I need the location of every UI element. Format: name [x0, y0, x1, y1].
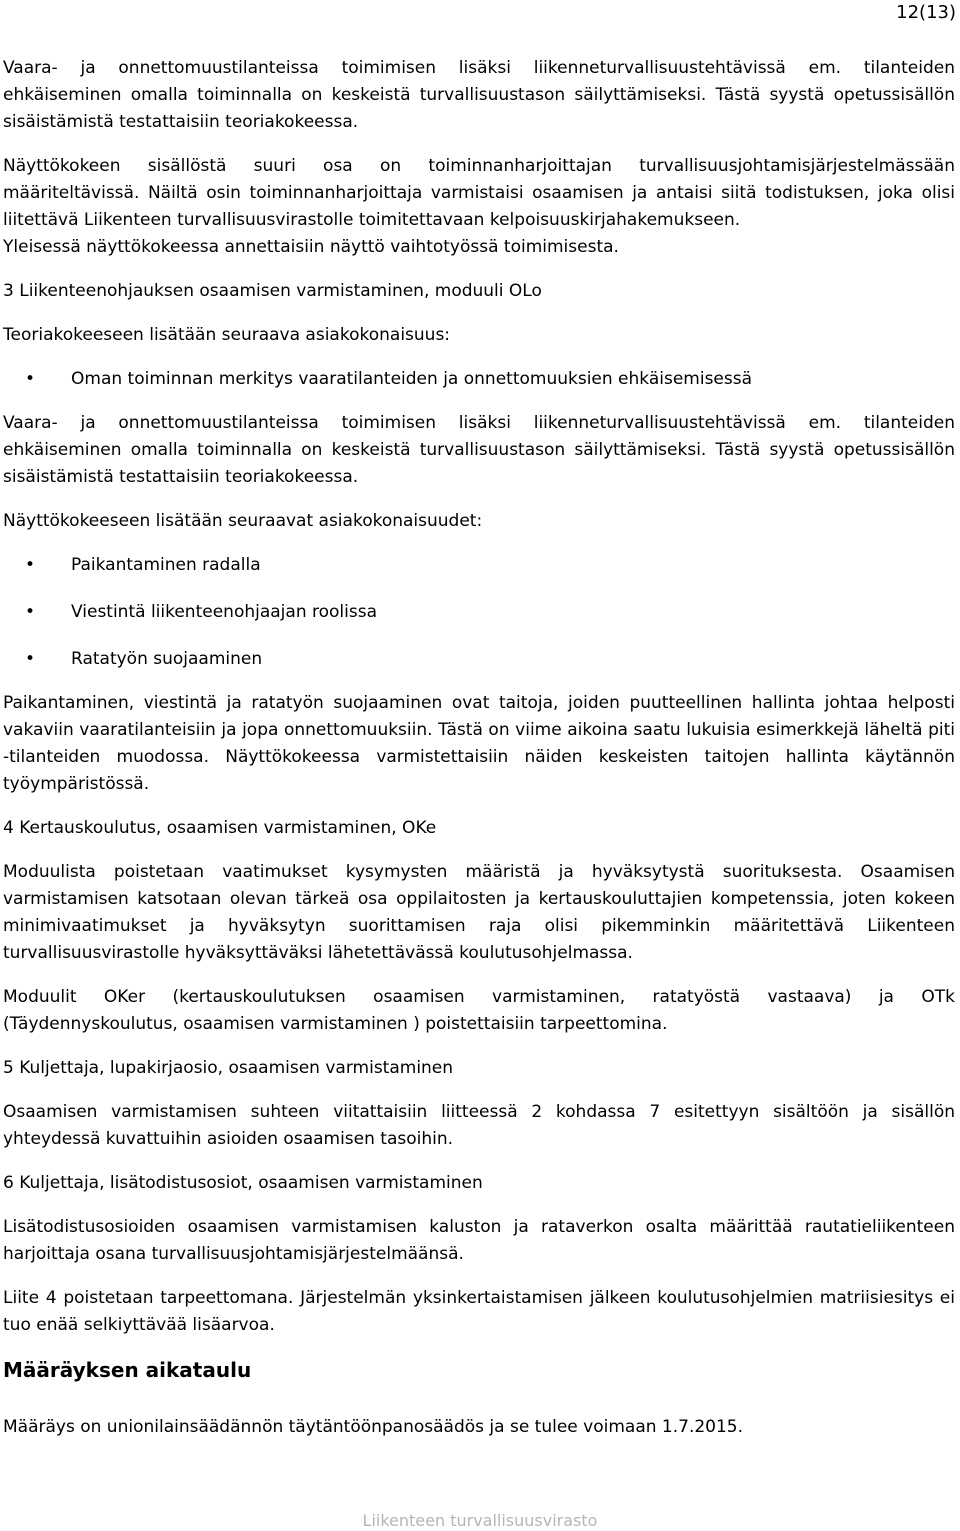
list-item-text: Viestintä liikenteenohjaajan roolissa: [71, 602, 377, 622]
paragraph-2-last-line: Yleisessä näyttökokeessa annettaisiin näyttö vaihtotyössä toimimisesta.: [3, 237, 619, 257]
paragraph-8: Moduulit OKer (kertauskoulutuksen osaamisen varmistaminen, ratatyöstä vastaava) ja OTk (Täydennyskoulutus, osaamisen varmistaminen ) poistettaisiin tarpeettomina.: [3, 987, 955, 1034]
list-item-text: Oman toiminnan merkitys vaaratilanteiden ja onnettomuuksien ehkäisemisessä: [71, 369, 753, 389]
bullet-icon: •: [25, 649, 36, 669]
bullet-list-1: [3, 366, 955, 393]
paragraph-7: Moduulista poistetaan vaatimukset kysymysten määristä ja hyväksytystä suorituksesta. Osaamisen varmistamisen katsotaan olevan tärkeä osa oppilaitosten ja kertauskouluttajien kompetenssia, joten kokeen minimivaatimukset ja hyväksytyn suorittamisen raja olisi pikemminkin määritettävä Liikenteen turvallisuusvirastolle hyväksyttäväksi lähetettävässä koulutusohjelmassa.: [3, 862, 955, 963]
bullet-list-2: [3, 552, 955, 673]
paragraph-5: Näyttökokeeseen lisätään seuraavat asiakokonaisuudet:: [3, 511, 483, 531]
heading-6-kuljettaja-lisatodistus: 6 Kuljettaja, lisätodistusosiot, osaamisen varmistaminen: [3, 1173, 483, 1193]
list-item: [3, 599, 955, 626]
bullet-icon: •: [25, 369, 36, 389]
bullet-icon: •: [25, 555, 36, 575]
document-body: [3, 55, 955, 1458]
heading-5-kuljettaja-lupakirja: 5 Kuljettaja, lupakirjaosio, osaamisen varmistaminen: [3, 1058, 454, 1078]
list-item: [3, 646, 955, 673]
paragraph-11: Liite 4 poistetaan tarpeettomana. Järjestelmän yksinkertaistamisen jälkeen koulutusohjelmien matriisiesitys ei tuo enää selkiyttävää lisäarvoa.: [3, 1288, 955, 1335]
paragraph-2: [3, 153, 955, 261]
paragraph-2-text: Näyttökokeen sisällöstä suuri osa on toiminnanharjoittajan turvallisuusjohtamisjärjestelmässään määriteltävissä. Näiltä osin toiminnanharjoittaja varmistaisi osaamisen ja antaisi siitä todistuksen, joka olisi liitettävä Liikenteen turvallisuusvirastolle toimitettavaan kelpoisuuskirjahakemukseen.: [3, 156, 955, 230]
paragraph-9: Osaamisen varmistamisen suhteen viitattaisiin liitteessä 2 kohdassa 7 esitettyyn sisältöön ja sisällön yhteydessä kuvattuihin asioiden osaamisen tasoihin.: [3, 1102, 955, 1149]
list-item-text: Ratatyön suojaaminen: [71, 649, 263, 669]
list-item: [3, 552, 955, 579]
list-item-text: Paikantaminen radalla: [71, 555, 261, 575]
heading-4-kertauskoulutus: 4 Kertauskoulutus, osaamisen varmistaminen, OKe: [3, 818, 437, 838]
paragraph-1: Vaara- ja onnettomuustilanteissa toimimisen lisäksi liikenneturvallisuustehtävissä em. tilanteiden ehkäiseminen omalla toiminnalla on keskeistä turvallisuustason säilyttämiseksi. Tästä syystä opetussisällön sisäistämistä testattaisiin teoriakokeessa.: [3, 58, 955, 132]
list-item: [3, 366, 955, 393]
paragraph-12: Määräys on unionilainsäädännön täytäntöönpanosäädös ja se tulee voimaan 1.7.2015.: [3, 1417, 744, 1437]
section-title: Määräyksen aikataulu: [3, 1358, 252, 1382]
paragraph-4: Vaara- ja onnettomuustilanteissa toimimisen lisäksi liikenneturvallisuustehtävissä em. tilanteiden ehkäiseminen omalla toiminnalla on keskeistä turvallisuustason säilyttämiseksi. Tästä syystä opetussisällön sisäistämistä testattaisiin teoriakokeessa.: [3, 413, 955, 487]
paragraph-6: Paikantaminen, viestintä ja ratatyön suojaaminen ovat taitoja, joiden puutteellinen hallinta johtaa helposti vakaviin vaaratilanteisiin ja jopa onnettomuuksiin. Tästä on viime aikoina saatu lukuisia esimerkkejä läheltä piti -tilanteiden muodossa. Näyttökokeessa varmistettaisiin näiden keskeisten taitojen hallinta käytännön työympäristössä.: [3, 693, 955, 794]
heading-3-liikenteenohjaus: 3 Liikenteenohjauksen osaamisen varmistaminen, moduuli OLo: [3, 281, 542, 301]
paragraph-3: Teoriakokeeseen lisätään seuraava asiakokonaisuus:: [3, 325, 451, 345]
paragraph-10: Lisätodistusosioiden osaamisen varmistamisen kaluston ja rataverkon osalta määrittää rautatieliikenteen harjoittaja osana turvallisuusjohtamisjärjestelmäänsä.: [3, 1217, 955, 1264]
footer-organization: Liikenteen turvallisuusvirasto: [362, 1511, 598, 1530]
bullet-icon: •: [25, 602, 36, 622]
page-number: 12(13): [896, 2, 956, 23]
